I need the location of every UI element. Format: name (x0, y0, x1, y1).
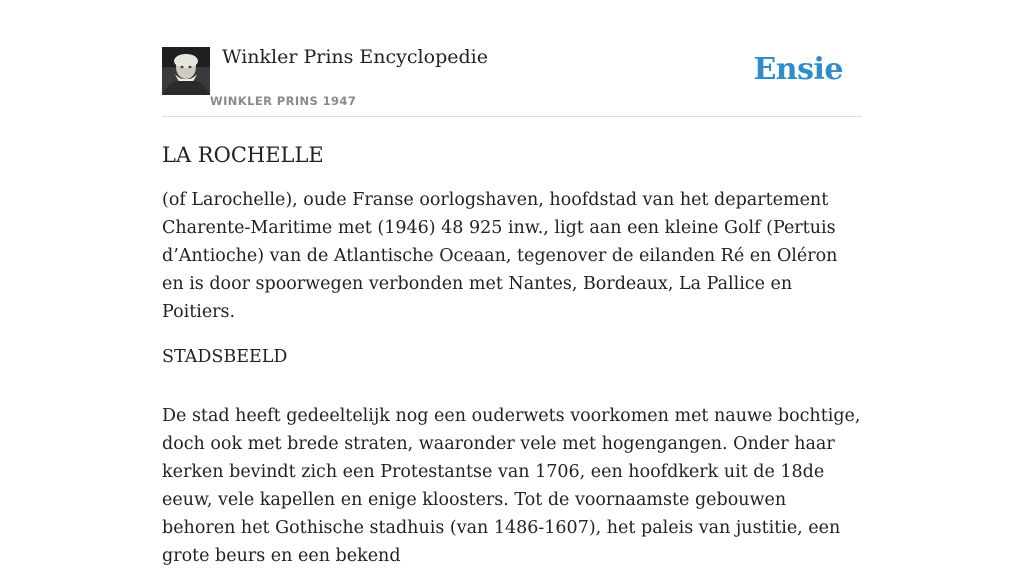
author-avatar[interactable] (162, 47, 210, 95)
avatar-portrait-image (162, 47, 210, 95)
article-intro-paragraph: (of Larochelle), oude Franse oorlogshaven, hoofdstad van het departement Charente-Maritime met (1946) 48 925 inw., ligt aan een kleine Golf (Pertuis d’Antioche) van de Atlantische Oceaan, tegenover de eilanden Ré en Oléron en is door spoorwegen verbonden met Nantes, Bordeaux, La Pallice en Poitiers. (162, 190, 838, 322)
section-heading: STADSBEELD (162, 347, 288, 367)
site-subtitle: WINKLER PRINS 1947 (210, 94, 357, 108)
site-header (162, 44, 862, 117)
brand-logo-link[interactable]: Ensie (753, 52, 843, 87)
article-title: LA ROCHELLE (162, 143, 324, 167)
article (162, 140, 862, 570)
site-title-link[interactable]: Winkler Prins Encyclopedie (222, 46, 488, 68)
section-body-paragraph: De stad heeft gedeeltelijk nog een ouderwets voorkomen met nauwe bochtige, doch ook met brede straten, waaronder vele met hogengangen. Onder haar kerken bevindt zich een Protestantse van 1706, een hoofdkerk uit de 18de eeuw, vele kapellen en enige kloosters. Tot de voornaamste gebouwen behoren het Gothische stadhuis (van 1486-1607), het paleis van justitie, een grote beurs en een bekend (162, 406, 861, 566)
